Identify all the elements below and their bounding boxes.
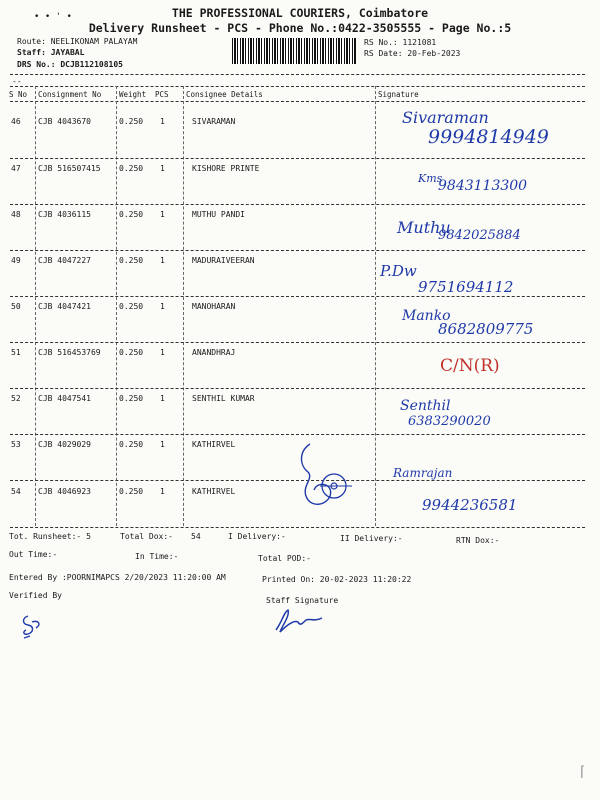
header-dashes: -- bbox=[12, 77, 22, 86]
pcs: 1 bbox=[160, 117, 165, 126]
rtn-dox: RTN Dox:- bbox=[456, 536, 500, 545]
pcs: 1 bbox=[160, 164, 165, 173]
out-time: Out Time:- bbox=[9, 550, 58, 559]
sno: 51 bbox=[11, 348, 21, 357]
header-bottom-rule bbox=[10, 101, 585, 102]
weight: 0.250 bbox=[119, 117, 144, 126]
table-bottom-rule bbox=[10, 527, 585, 528]
col-pcs: PCS bbox=[155, 90, 169, 99]
runsheet-subtitle: Delivery Runsheet - PCS - Phone No.:0422-3505555 - Page No.:5 bbox=[88, 21, 512, 35]
signature-name: Sivaraman bbox=[402, 108, 489, 127]
col-consignment: Consignment No bbox=[38, 90, 102, 99]
corner-marks: • • ' • bbox=[34, 12, 72, 22]
drs-number: DRS No.: DCJB112108105 bbox=[17, 60, 123, 69]
scribble-signature bbox=[296, 440, 366, 515]
consignee: MADURAIVEERAN bbox=[192, 256, 255, 265]
sno: 52 bbox=[11, 394, 21, 403]
consignment-no: CJB 4047421 bbox=[38, 302, 91, 311]
signature-phone: 9842025884 bbox=[438, 228, 521, 243]
consignee: KISHORE PRINTE bbox=[192, 164, 260, 173]
i-delivery: I Delivery:- bbox=[228, 532, 286, 541]
signature-phone: 9994814949 bbox=[428, 126, 549, 148]
consignment-no: CJB 4047541 bbox=[38, 394, 91, 403]
printed-on: Printed On: 20-02-2023 11:20:22 bbox=[262, 575, 412, 584]
row-rule bbox=[10, 158, 585, 159]
col-sep-1 bbox=[35, 86, 36, 526]
weight: 0.250 bbox=[119, 440, 144, 449]
col-signature: Signature bbox=[378, 90, 419, 99]
consignment-no: CJB 4046923 bbox=[38, 487, 91, 496]
row-rule bbox=[10, 342, 585, 343]
total-dox-value: 54 bbox=[191, 532, 201, 541]
row-rule bbox=[10, 204, 585, 205]
entered-by: Entered By :POORNIMAPCS 2/20/2023 11:20:00 AM bbox=[9, 573, 226, 582]
staff-signature-label: Staff Signature bbox=[266, 596, 339, 605]
signature-name: Kms bbox=[418, 172, 443, 185]
consignment-no: CJB 4047227 bbox=[38, 256, 91, 265]
signature-name: Senthil bbox=[400, 398, 451, 414]
ii-delivery: II Delivery:- bbox=[340, 534, 403, 543]
pcs: 1 bbox=[160, 440, 165, 449]
signature-phone: 8682809775 bbox=[438, 320, 534, 338]
weight: 0.250 bbox=[119, 487, 144, 496]
signature-phone: 9944236581 bbox=[422, 496, 518, 514]
barcode bbox=[232, 38, 356, 64]
staff-text: Staff: JAYABAL bbox=[17, 48, 85, 57]
signature-name: Manko bbox=[402, 308, 451, 324]
total-dox-label: Total Dox:- bbox=[120, 532, 173, 541]
weight: 0.250 bbox=[119, 348, 144, 357]
corner-scribble: ⌈ bbox=[578, 764, 587, 780]
in-time: In Time:- bbox=[135, 552, 179, 561]
verified-by: Verified By bbox=[9, 591, 62, 600]
consignee: MANOHARAN bbox=[192, 302, 236, 311]
row-rule bbox=[10, 388, 585, 389]
sno: 50 bbox=[11, 302, 21, 311]
sno: 46 bbox=[11, 117, 21, 126]
pcs: 1 bbox=[160, 487, 165, 496]
consignee: ANANDHRAJ bbox=[192, 348, 236, 357]
consignment-no: CJB 4029029 bbox=[38, 440, 91, 449]
sno: 49 bbox=[11, 256, 21, 265]
pcs: 1 bbox=[160, 348, 165, 357]
consignee: SIVARAMAN bbox=[192, 117, 236, 126]
header-top-rule bbox=[10, 74, 585, 75]
signature-phone: 6383290020 bbox=[408, 414, 491, 429]
col-sep-2 bbox=[116, 86, 117, 526]
tot-runsheet: Tot. Runsheet:- 5 bbox=[9, 532, 91, 541]
col-weight: Weight bbox=[119, 90, 147, 99]
weight: 0.250 bbox=[119, 210, 144, 219]
consignee: KATHIRVEL bbox=[192, 487, 236, 496]
row-rule bbox=[10, 434, 585, 435]
signature-name: Muthu bbox=[397, 218, 451, 237]
consignee: KATHIRVEL bbox=[192, 440, 236, 449]
rs-number: RS No.: 1121081 bbox=[364, 38, 437, 47]
signature-phone: 9751694112 bbox=[418, 278, 514, 296]
pcs: 1 bbox=[160, 210, 165, 219]
signature-name: Ramrajan bbox=[393, 466, 453, 480]
sno: 54 bbox=[11, 487, 21, 496]
col-sno: S No bbox=[9, 90, 28, 99]
weight: 0.250 bbox=[119, 394, 144, 403]
signature-name: P.Dw bbox=[380, 262, 417, 280]
staff-signature bbox=[268, 604, 328, 636]
consignment-no: CJB 516507415 bbox=[38, 164, 101, 173]
pcs: 1 bbox=[160, 256, 165, 265]
route-text: Route: NEELIKONAM PALAYAM bbox=[17, 37, 138, 46]
sno: 47 bbox=[11, 164, 21, 173]
verified-signature bbox=[18, 612, 48, 640]
signature-phone: 9843113300 bbox=[438, 178, 528, 194]
pcs: 1 bbox=[160, 394, 165, 403]
rs-date: RS Date: 20-Feb-2023 bbox=[364, 49, 461, 58]
consignment-no: CJB 4036115 bbox=[38, 210, 91, 219]
consignment-no: CJB 516453769 bbox=[38, 348, 101, 357]
weight: 0.250 bbox=[119, 164, 144, 173]
signature-name: C/N(R) bbox=[440, 356, 500, 376]
company-title: THE PROFESSIONAL COURIERS, Coimbatore bbox=[171, 6, 429, 20]
consignee: MUTHU PANDI bbox=[192, 210, 245, 219]
col-consignee: Consignee Details bbox=[186, 90, 263, 99]
weight: 0.250 bbox=[119, 256, 144, 265]
header-rule-2 bbox=[10, 86, 585, 87]
consignee: SENTHIL KUMAR bbox=[192, 394, 255, 403]
row-rule bbox=[10, 296, 585, 297]
col-sep-4 bbox=[375, 86, 376, 526]
row-rule bbox=[10, 250, 585, 251]
total-pod: Total POD:- bbox=[258, 554, 311, 563]
col-sep-3 bbox=[183, 86, 184, 526]
sno: 48 bbox=[11, 210, 21, 219]
sno: 53 bbox=[11, 440, 21, 449]
weight: 0.250 bbox=[119, 302, 144, 311]
consignment-no: CJB 4043670 bbox=[38, 117, 91, 126]
pcs: 1 bbox=[160, 302, 165, 311]
